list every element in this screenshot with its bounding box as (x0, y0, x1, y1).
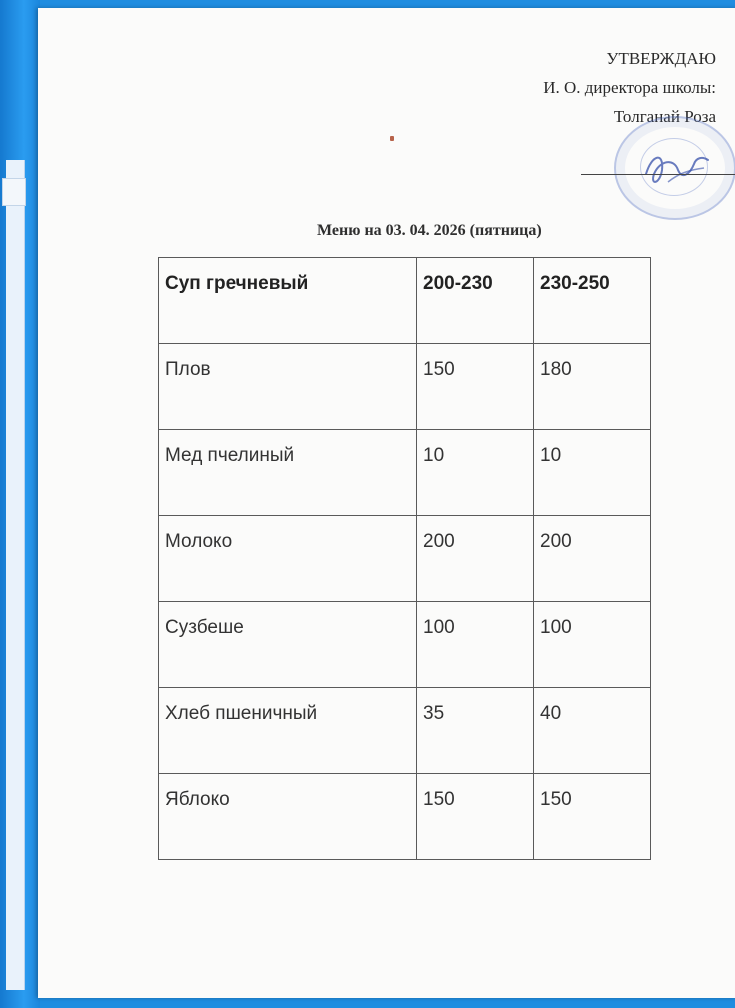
portion-cell: 40 (534, 688, 651, 774)
table-row (159, 344, 651, 430)
approval-position: И. О. директора школы: (543, 78, 716, 97)
portion-cell: 180 (534, 344, 651, 430)
portion-cell: 100 (534, 602, 651, 688)
menu-sheet (38, 8, 735, 998)
table-row (159, 774, 651, 860)
portion-cell: 100 (417, 602, 534, 688)
signature-mark (638, 144, 714, 194)
table-row (159, 688, 651, 774)
table-row (159, 602, 651, 688)
portion-cell: 200 (534, 516, 651, 602)
portion-cell: 200-230 (417, 258, 534, 344)
dish-cell: Мед пчелиный (159, 430, 417, 516)
portion-cell: 150 (417, 344, 534, 430)
folder-strip (6, 160, 25, 990)
approval-heading: УТВЕРЖДАЮ (606, 49, 716, 68)
dish-cell: Плов (159, 344, 417, 430)
school-stamp (614, 116, 735, 220)
portion-cell: 150 (417, 774, 534, 860)
menu-title: Меню на 03. 04. 2026 (пятница) (317, 222, 542, 239)
portion-cell: 10 (534, 430, 651, 516)
approval-name: Толганай Роза (613, 107, 716, 126)
portion-cell: 35 (417, 688, 534, 774)
table-row (159, 430, 651, 516)
dish-cell: Сузбеше (159, 602, 417, 688)
portion-cell: 150 (534, 774, 651, 860)
signature-line (581, 174, 735, 175)
portion-cell: 230-250 (534, 258, 651, 344)
table-row (159, 516, 651, 602)
dish-cell: Молоко (159, 516, 417, 602)
portion-cell: 200 (417, 516, 534, 602)
dish-cell: Яблоко (159, 774, 417, 860)
dish-cell: Хлеб пшеничный (159, 688, 417, 774)
menu-table (158, 257, 651, 860)
table-row (159, 258, 651, 344)
ink-spot (390, 136, 394, 141)
folder-tab (2, 178, 26, 206)
portion-cell: 10 (417, 430, 534, 516)
dish-cell: Суп гречневый (159, 258, 417, 344)
